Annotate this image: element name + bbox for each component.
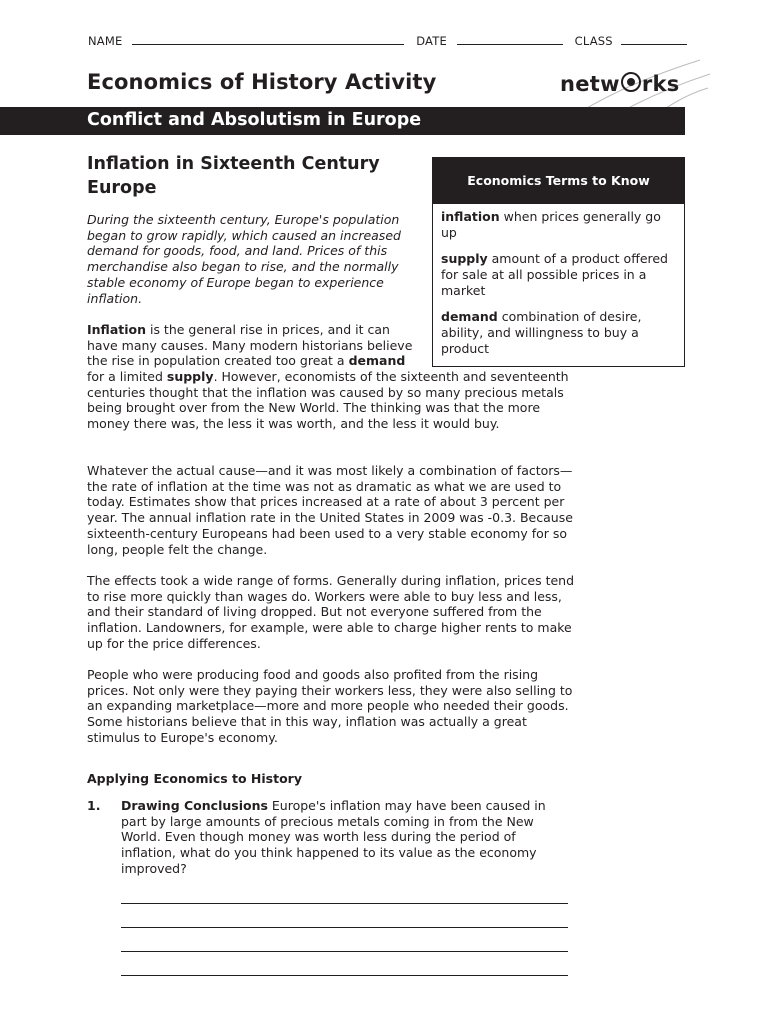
term-word: inflation [441,209,500,224]
logo-text-left: netw [560,72,620,96]
paragraph-2: Whatever the actual cause—and it was most likely a combination of factors—the rate of inflation at the time was not as dramatic as what we are used to today. Estimates show that prices increased at a rate of about 3 percent per year. The annual inflation rate in the United States in 2009 was -0.3. Because sixteenth-century Europeans had been used to a very stable economy for so long, people felt the change. [87,463,573,557]
terms-heading: Economics Terms to Know [433,158,684,204]
paragraph-1-part-b [87,369,577,432]
logo-o-icon [621,72,641,92]
term-supply [441,251,676,299]
answer-line-4[interactable] [121,975,568,976]
terms-box [432,157,685,367]
term-word: demand [441,309,498,324]
text: . However, economists of the sixteenth and seventeenth centuries thought that the inflation was caused by so many precious metals being brought over from the New World. The thinking was that the more money there was, the less it was worth, and the less it would buy. [87,369,569,432]
text: for a limited [87,369,167,384]
section-title: Inflation in Sixteenth Century Europe [87,154,380,198]
question-body: Europe's inflation may have been caused in part by large amounts of precious metals coming in from the New World. Even though money was worth less during the period of inflation, what do you think happened to its value as the economy improved? [121,798,546,876]
intro-paragraph: During the sixteenth century, Europe's population began to grow rapidly, which caused an increased demand for goods, food, and land. Prices of this merchandise also began to rise, and the normally stable economy of Europe began to experience inflation. [87,212,401,306]
paragraph-4: People who were producing food and goods also profited from the rising prices. Not only were they paying their workers less, they were also selling to an expanding marketplace—more and more people who needed their goods. Some historians believe that in this way, inflation was actually a great stimulus to Europe's economy. [87,667,573,745]
page-title: Economics of History Activity [87,70,437,94]
class-label: CLASS [574,34,613,48]
term-inflation [441,209,676,241]
networks-logo [560,72,680,96]
bold-term: demand [348,353,406,369]
paragraph-1-part-a [87,322,417,369]
paragraph-3: The effects took a wide range of forms. Generally during inflation, prices tend to rise more quickly than wages do. Workers were able to buy less and less, and their standard of living dropped. But not everyone suffered from the inflation. Landowners, for example, were able to charge higher rents to make up for the price differences. [87,573,575,651]
text: is the general rise in prices, and it can have many causes. Many modern historians believe the rise in population created too great a [87,322,413,369]
question-label: Drawing Conclusions [121,798,268,813]
term-word: supply [441,251,488,266]
answer-line-1[interactable] [121,903,568,904]
term-definition: when prices generally go up [441,209,661,240]
date-label: DATE [416,34,447,48]
banner-title: Conflict and Absolutism in Europe [87,110,422,130]
date-field[interactable] [457,34,563,45]
logo-text-right: rks [641,72,680,96]
bold-term: Inflation [87,322,146,337]
answer-line-3[interactable] [121,951,568,952]
worksheet-header [88,34,688,48]
class-field[interactable] [621,34,687,45]
question-number: 1. [87,798,101,813]
section-banner [0,107,685,135]
question-text [121,798,561,877]
bold-term: supply [166,369,214,384]
term-demand [441,309,676,357]
name-field[interactable] [132,34,404,45]
term-definition: combination of desire, ability, and willingness to buy a product [441,309,642,356]
answer-line-2[interactable] [121,927,568,928]
name-label: NAME [88,34,123,48]
applying-heading: Applying Economics to History [87,771,302,786]
term-definition: amount of a product offered for sale at all possible prices in a market [441,251,668,298]
